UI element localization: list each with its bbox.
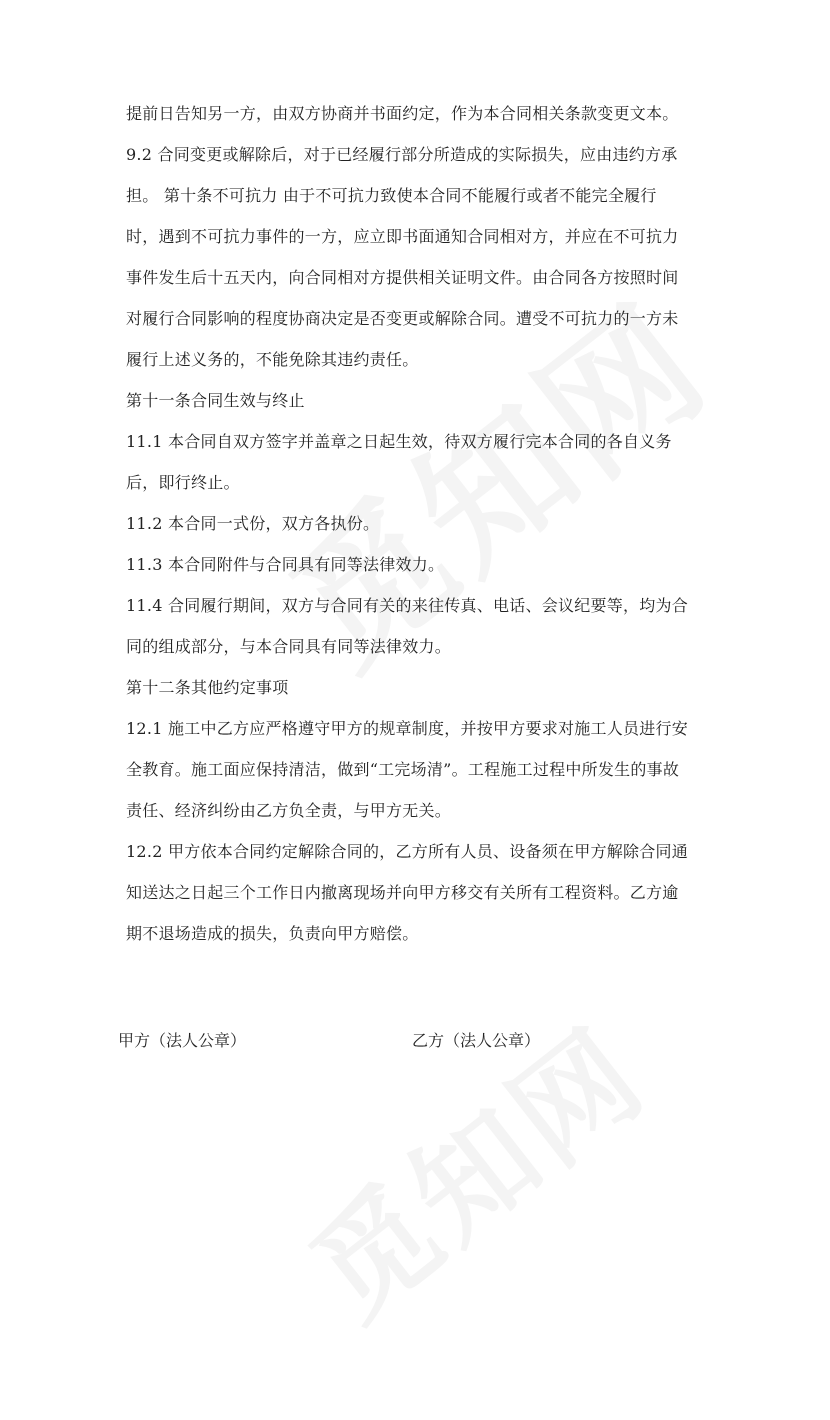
text-line: 12.2 甲方依本合同约定解除合同的，乙方所有人员、设备须在甲方解除合同通 <box>126 842 688 861</box>
text-line: 知送达之日起三个工作日内撤离现场并向甲方移交有关所有工程资料。乙方逾 <box>126 883 679 902</box>
text-line: 事件发生后十五天内，向合同相对方提供相关证明文件。由合同各方按照时间 <box>126 268 679 287</box>
text-line: 11.4 合同履行期间，双方与合同有关的来往传真、电话、会议纪要等，均为合 <box>126 596 688 615</box>
text-line: 期不退场造成的损失，负责向甲方赔偿。 <box>126 924 419 943</box>
text-line: 全教育。施工面应保持清洁，做到“工完场清”。工程施工过程中所发生的事故 <box>126 760 680 779</box>
text-line: 提前日告知另一方，由双方协商并书面约定，作为本合同相关条款变更文本。 <box>126 104 679 123</box>
text-line: 对履行合同影响的程度协商决定是否变更或解除合同。遭受不可抗力的一方未 <box>126 309 679 328</box>
section-heading: 第十二条其他约定事项 <box>126 678 289 697</box>
section-heading: 第十一条合同生效与终止 <box>126 391 305 410</box>
text-line: 同的组成部分，与本合同具有同等法律效力。 <box>126 637 452 656</box>
text-line: 9.2 合同变更或解除后，对于已经履行部分所造成的实际损失，应由违约方承 <box>126 145 678 164</box>
text-line: 后，即行终止。 <box>126 473 240 492</box>
text-line: 责任、经济纠纷由乙方负全责，与甲方无关。 <box>126 801 452 820</box>
contract-body <box>126 105 706 966</box>
text-line: 担。 第十条不可抗力 由于不可抗力致使本合同不能履行或者不能完全履行 <box>126 186 657 205</box>
watermark-bottom <box>271 920 809 1420</box>
text-line: 11.2 本合同一式份，双方各执份。 <box>126 514 380 533</box>
party-a-signature: 甲方（法人公章） <box>118 1031 247 1050</box>
signature-row <box>118 1028 678 1048</box>
text-line: 时，遇到不可抗力事件的一方，应立即书面通知合同相对方，并应在不可抗力 <box>126 227 679 246</box>
party-b-signature: 乙方（法人公章） <box>412 1031 541 1050</box>
text-line: 11.1 本合同自双方签字并盖章之日起生效，待双方履行完本合同的各自义务 <box>126 432 672 451</box>
text-line: 履行上述义务的，不能免除其违约责任。 <box>126 350 419 369</box>
text-line: 12.1 施工中乙方应严格遵守甲方的规章制度，并按甲方要求对施工人员进行安 <box>126 719 688 738</box>
text-line: 11.3 本合同附件与合同具有同等法律效力。 <box>126 555 445 574</box>
